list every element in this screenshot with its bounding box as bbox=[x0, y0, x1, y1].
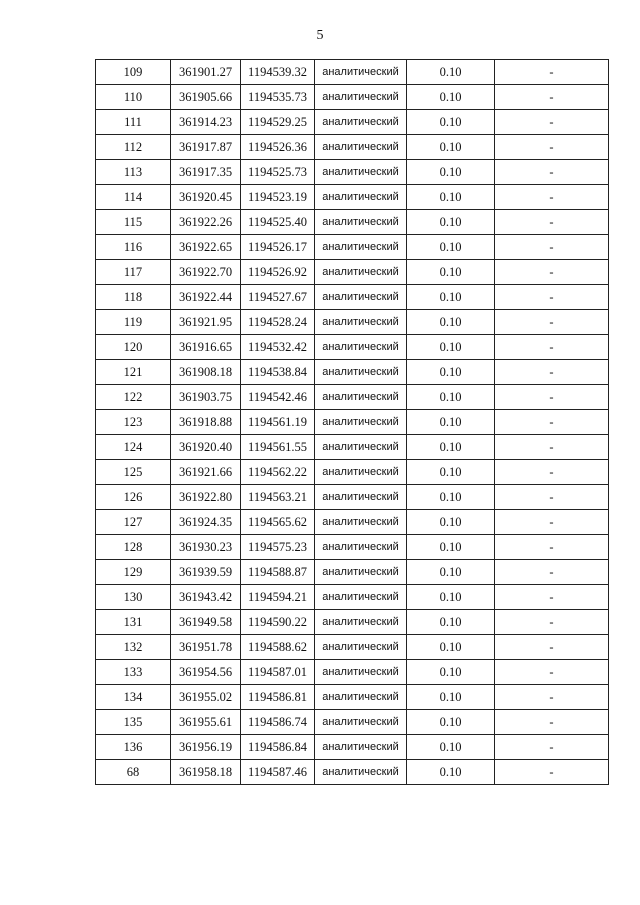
description-cell: - bbox=[495, 260, 609, 285]
table-row bbox=[96, 760, 609, 785]
x-coordinate-cell: 361917.87 bbox=[171, 135, 241, 160]
accuracy-cell: 0.10 bbox=[407, 185, 495, 210]
point-number-cell: 131 bbox=[96, 610, 171, 635]
y-coordinate-cell: 1194587.01 bbox=[241, 660, 315, 685]
description-cell: - bbox=[495, 360, 609, 385]
accuracy-cell: 0.10 bbox=[407, 485, 495, 510]
method-cell: аналитический bbox=[315, 60, 407, 85]
y-coordinate-cell: 1194525.40 bbox=[241, 210, 315, 235]
description-cell: - bbox=[495, 735, 609, 760]
x-coordinate-cell: 361956.19 bbox=[171, 735, 241, 760]
table-row bbox=[96, 310, 609, 335]
x-coordinate-cell: 361922.26 bbox=[171, 210, 241, 235]
x-coordinate-cell: 361905.66 bbox=[171, 85, 241, 110]
x-coordinate-cell: 361924.35 bbox=[171, 510, 241, 535]
method-cell: аналитический bbox=[315, 735, 407, 760]
table-row bbox=[96, 60, 609, 85]
accuracy-cell: 0.10 bbox=[407, 335, 495, 360]
description-cell: - bbox=[495, 210, 609, 235]
table-row bbox=[96, 335, 609, 360]
point-number-cell: 113 bbox=[96, 160, 171, 185]
accuracy-cell: 0.10 bbox=[407, 635, 495, 660]
point-number-cell: 128 bbox=[96, 535, 171, 560]
accuracy-cell: 0.10 bbox=[407, 110, 495, 135]
accuracy-cell: 0.10 bbox=[407, 285, 495, 310]
x-coordinate-cell: 361943.42 bbox=[171, 585, 241, 610]
description-cell: - bbox=[495, 585, 609, 610]
method-cell: аналитический bbox=[315, 535, 407, 560]
table-row bbox=[96, 660, 609, 685]
description-cell: - bbox=[495, 560, 609, 585]
y-coordinate-cell: 1194542.46 bbox=[241, 385, 315, 410]
table-row bbox=[96, 685, 609, 710]
x-coordinate-cell: 361955.02 bbox=[171, 685, 241, 710]
description-cell: - bbox=[495, 310, 609, 335]
point-number-cell: 125 bbox=[96, 460, 171, 485]
method-cell: аналитический bbox=[315, 410, 407, 435]
accuracy-cell: 0.10 bbox=[407, 210, 495, 235]
x-coordinate-cell: 361922.44 bbox=[171, 285, 241, 310]
accuracy-cell: 0.10 bbox=[407, 160, 495, 185]
table-row bbox=[96, 385, 609, 410]
table-row bbox=[96, 635, 609, 660]
point-number-cell: 117 bbox=[96, 260, 171, 285]
description-cell: - bbox=[495, 685, 609, 710]
description-cell: - bbox=[495, 85, 609, 110]
accuracy-cell: 0.10 bbox=[407, 360, 495, 385]
description-cell: - bbox=[495, 60, 609, 85]
y-coordinate-cell: 1194565.62 bbox=[241, 510, 315, 535]
description-cell: - bbox=[495, 760, 609, 785]
y-coordinate-cell: 1194532.42 bbox=[241, 335, 315, 360]
x-coordinate-cell: 361916.65 bbox=[171, 335, 241, 360]
method-cell: аналитический bbox=[315, 710, 407, 735]
table-row bbox=[96, 285, 609, 310]
x-coordinate-cell: 361939.59 bbox=[171, 560, 241, 585]
x-coordinate-cell: 361922.65 bbox=[171, 235, 241, 260]
table-row bbox=[96, 410, 609, 435]
x-coordinate-cell: 361954.56 bbox=[171, 660, 241, 685]
accuracy-cell: 0.10 bbox=[407, 710, 495, 735]
point-number-cell: 129 bbox=[96, 560, 171, 585]
point-number-cell: 127 bbox=[96, 510, 171, 535]
method-cell: аналитический bbox=[315, 560, 407, 585]
description-cell: - bbox=[495, 235, 609, 260]
y-coordinate-cell: 1194588.62 bbox=[241, 635, 315, 660]
accuracy-cell: 0.10 bbox=[407, 685, 495, 710]
accuracy-cell: 0.10 bbox=[407, 535, 495, 560]
method-cell: аналитический bbox=[315, 660, 407, 685]
coordinates-table bbox=[95, 59, 609, 785]
description-cell: - bbox=[495, 710, 609, 735]
point-number-cell: 119 bbox=[96, 310, 171, 335]
description-cell: - bbox=[495, 285, 609, 310]
description-cell: - bbox=[495, 610, 609, 635]
method-cell: аналитический bbox=[315, 685, 407, 710]
method-cell: аналитический bbox=[315, 285, 407, 310]
page-number: 5 bbox=[316, 28, 324, 43]
point-number-cell: 68 bbox=[96, 760, 171, 785]
y-coordinate-cell: 1194561.55 bbox=[241, 435, 315, 460]
x-coordinate-cell: 361930.23 bbox=[171, 535, 241, 560]
method-cell: аналитический bbox=[315, 460, 407, 485]
point-number-cell: 132 bbox=[96, 635, 171, 660]
accuracy-cell: 0.10 bbox=[407, 310, 495, 335]
table-row bbox=[96, 210, 609, 235]
y-coordinate-cell: 1194538.84 bbox=[241, 360, 315, 385]
description-cell: - bbox=[495, 110, 609, 135]
method-cell: аналитический bbox=[315, 85, 407, 110]
y-coordinate-cell: 1194562.22 bbox=[241, 460, 315, 485]
accuracy-cell: 0.10 bbox=[407, 735, 495, 760]
point-number-cell: 115 bbox=[96, 210, 171, 235]
y-coordinate-cell: 1194588.87 bbox=[241, 560, 315, 585]
accuracy-cell: 0.10 bbox=[407, 435, 495, 460]
method-cell: аналитический bbox=[315, 485, 407, 510]
accuracy-cell: 0.10 bbox=[407, 610, 495, 635]
method-cell: аналитический bbox=[315, 760, 407, 785]
y-coordinate-cell: 1194535.73 bbox=[241, 85, 315, 110]
description-cell: - bbox=[495, 460, 609, 485]
x-coordinate-cell: 361922.70 bbox=[171, 260, 241, 285]
y-coordinate-cell: 1194563.21 bbox=[241, 485, 315, 510]
method-cell: аналитический bbox=[315, 210, 407, 235]
y-coordinate-cell: 1194526.36 bbox=[241, 135, 315, 160]
accuracy-cell: 0.10 bbox=[407, 385, 495, 410]
point-number-cell: 116 bbox=[96, 235, 171, 260]
point-number-cell: 123 bbox=[96, 410, 171, 435]
x-coordinate-cell: 361949.58 bbox=[171, 610, 241, 635]
x-coordinate-cell: 361908.18 bbox=[171, 360, 241, 385]
y-coordinate-cell: 1194526.92 bbox=[241, 260, 315, 285]
y-coordinate-cell: 1194525.73 bbox=[241, 160, 315, 185]
point-number-cell: 135 bbox=[96, 710, 171, 735]
table-row bbox=[96, 735, 609, 760]
x-coordinate-cell: 361951.78 bbox=[171, 635, 241, 660]
description-cell: - bbox=[495, 135, 609, 160]
table-row bbox=[96, 560, 609, 585]
accuracy-cell: 0.10 bbox=[407, 760, 495, 785]
x-coordinate-cell: 361955.61 bbox=[171, 710, 241, 735]
method-cell: аналитический bbox=[315, 235, 407, 260]
accuracy-cell: 0.10 bbox=[407, 85, 495, 110]
table-row bbox=[96, 535, 609, 560]
accuracy-cell: 0.10 bbox=[407, 60, 495, 85]
description-cell: - bbox=[495, 535, 609, 560]
y-coordinate-cell: 1194590.22 bbox=[241, 610, 315, 635]
y-coordinate-cell: 1194523.19 bbox=[241, 185, 315, 210]
y-coordinate-cell: 1194586.74 bbox=[241, 710, 315, 735]
y-coordinate-cell: 1194587.46 bbox=[241, 760, 315, 785]
method-cell: аналитический bbox=[315, 610, 407, 635]
table-row bbox=[96, 435, 609, 460]
accuracy-cell: 0.10 bbox=[407, 135, 495, 160]
accuracy-cell: 0.10 bbox=[407, 235, 495, 260]
x-coordinate-cell: 361917.35 bbox=[171, 160, 241, 185]
method-cell: аналитический bbox=[315, 335, 407, 360]
point-number-cell: 118 bbox=[96, 285, 171, 310]
table-row bbox=[96, 510, 609, 535]
accuracy-cell: 0.10 bbox=[407, 560, 495, 585]
x-coordinate-cell: 361921.66 bbox=[171, 460, 241, 485]
point-number-cell: 110 bbox=[96, 85, 171, 110]
method-cell: аналитический bbox=[315, 260, 407, 285]
y-coordinate-cell: 1194528.24 bbox=[241, 310, 315, 335]
accuracy-cell: 0.10 bbox=[407, 460, 495, 485]
y-coordinate-cell: 1194561.19 bbox=[241, 410, 315, 435]
method-cell: аналитический bbox=[315, 585, 407, 610]
y-coordinate-cell: 1194529.25 bbox=[241, 110, 315, 135]
accuracy-cell: 0.10 bbox=[407, 510, 495, 535]
accuracy-cell: 0.10 bbox=[407, 260, 495, 285]
description-cell: - bbox=[495, 160, 609, 185]
description-cell: - bbox=[495, 410, 609, 435]
description-cell: - bbox=[495, 435, 609, 460]
description-cell: - bbox=[495, 185, 609, 210]
table-row bbox=[96, 260, 609, 285]
point-number-cell: 109 bbox=[96, 60, 171, 85]
method-cell: аналитический bbox=[315, 510, 407, 535]
table-row bbox=[96, 485, 609, 510]
point-number-cell: 134 bbox=[96, 685, 171, 710]
point-number-cell: 136 bbox=[96, 735, 171, 760]
method-cell: аналитический bbox=[315, 135, 407, 160]
method-cell: аналитический bbox=[315, 310, 407, 335]
method-cell: аналитический bbox=[315, 385, 407, 410]
y-coordinate-cell: 1194594.21 bbox=[241, 585, 315, 610]
y-coordinate-cell: 1194539.32 bbox=[241, 60, 315, 85]
table-row bbox=[96, 135, 609, 160]
table-row bbox=[96, 360, 609, 385]
point-number-cell: 120 bbox=[96, 335, 171, 360]
table-row bbox=[96, 610, 609, 635]
x-coordinate-cell: 361920.40 bbox=[171, 435, 241, 460]
method-cell: аналитический bbox=[315, 160, 407, 185]
table-row bbox=[96, 460, 609, 485]
y-coordinate-cell: 1194575.23 bbox=[241, 535, 315, 560]
method-cell: аналитический bbox=[315, 185, 407, 210]
point-number-cell: 133 bbox=[96, 660, 171, 685]
y-coordinate-cell: 1194586.84 bbox=[241, 735, 315, 760]
description-cell: - bbox=[495, 510, 609, 535]
table-row bbox=[96, 110, 609, 135]
y-coordinate-cell: 1194586.81 bbox=[241, 685, 315, 710]
x-coordinate-cell: 361958.18 bbox=[171, 760, 241, 785]
point-number-cell: 121 bbox=[96, 360, 171, 385]
method-cell: аналитический bbox=[315, 635, 407, 660]
description-cell: - bbox=[495, 385, 609, 410]
table-row bbox=[96, 160, 609, 185]
table-row bbox=[96, 185, 609, 210]
description-cell: - bbox=[495, 485, 609, 510]
description-cell: - bbox=[495, 335, 609, 360]
point-number-cell: 112 bbox=[96, 135, 171, 160]
point-number-cell: 111 bbox=[96, 110, 171, 135]
coordinates-table-body bbox=[96, 60, 609, 785]
point-number-cell: 130 bbox=[96, 585, 171, 610]
x-coordinate-cell: 361921.95 bbox=[171, 310, 241, 335]
point-number-cell: 126 bbox=[96, 485, 171, 510]
accuracy-cell: 0.10 bbox=[407, 660, 495, 685]
y-coordinate-cell: 1194527.67 bbox=[241, 285, 315, 310]
accuracy-cell: 0.10 bbox=[407, 410, 495, 435]
x-coordinate-cell: 361918.88 bbox=[171, 410, 241, 435]
method-cell: аналитический bbox=[315, 435, 407, 460]
x-coordinate-cell: 361914.23 bbox=[171, 110, 241, 135]
table-row bbox=[96, 235, 609, 260]
description-cell: - bbox=[495, 635, 609, 660]
x-coordinate-cell: 361922.80 bbox=[171, 485, 241, 510]
point-number-cell: 122 bbox=[96, 385, 171, 410]
x-coordinate-cell: 361901.27 bbox=[171, 60, 241, 85]
method-cell: аналитический bbox=[315, 110, 407, 135]
point-number-cell: 124 bbox=[96, 435, 171, 460]
accuracy-cell: 0.10 bbox=[407, 585, 495, 610]
description-cell: - bbox=[495, 660, 609, 685]
table-row bbox=[96, 710, 609, 735]
table-row bbox=[96, 85, 609, 110]
y-coordinate-cell: 1194526.17 bbox=[241, 235, 315, 260]
x-coordinate-cell: 361920.45 bbox=[171, 185, 241, 210]
x-coordinate-cell: 361903.75 bbox=[171, 385, 241, 410]
table-row bbox=[96, 585, 609, 610]
point-number-cell: 114 bbox=[96, 185, 171, 210]
method-cell: аналитический bbox=[315, 360, 407, 385]
